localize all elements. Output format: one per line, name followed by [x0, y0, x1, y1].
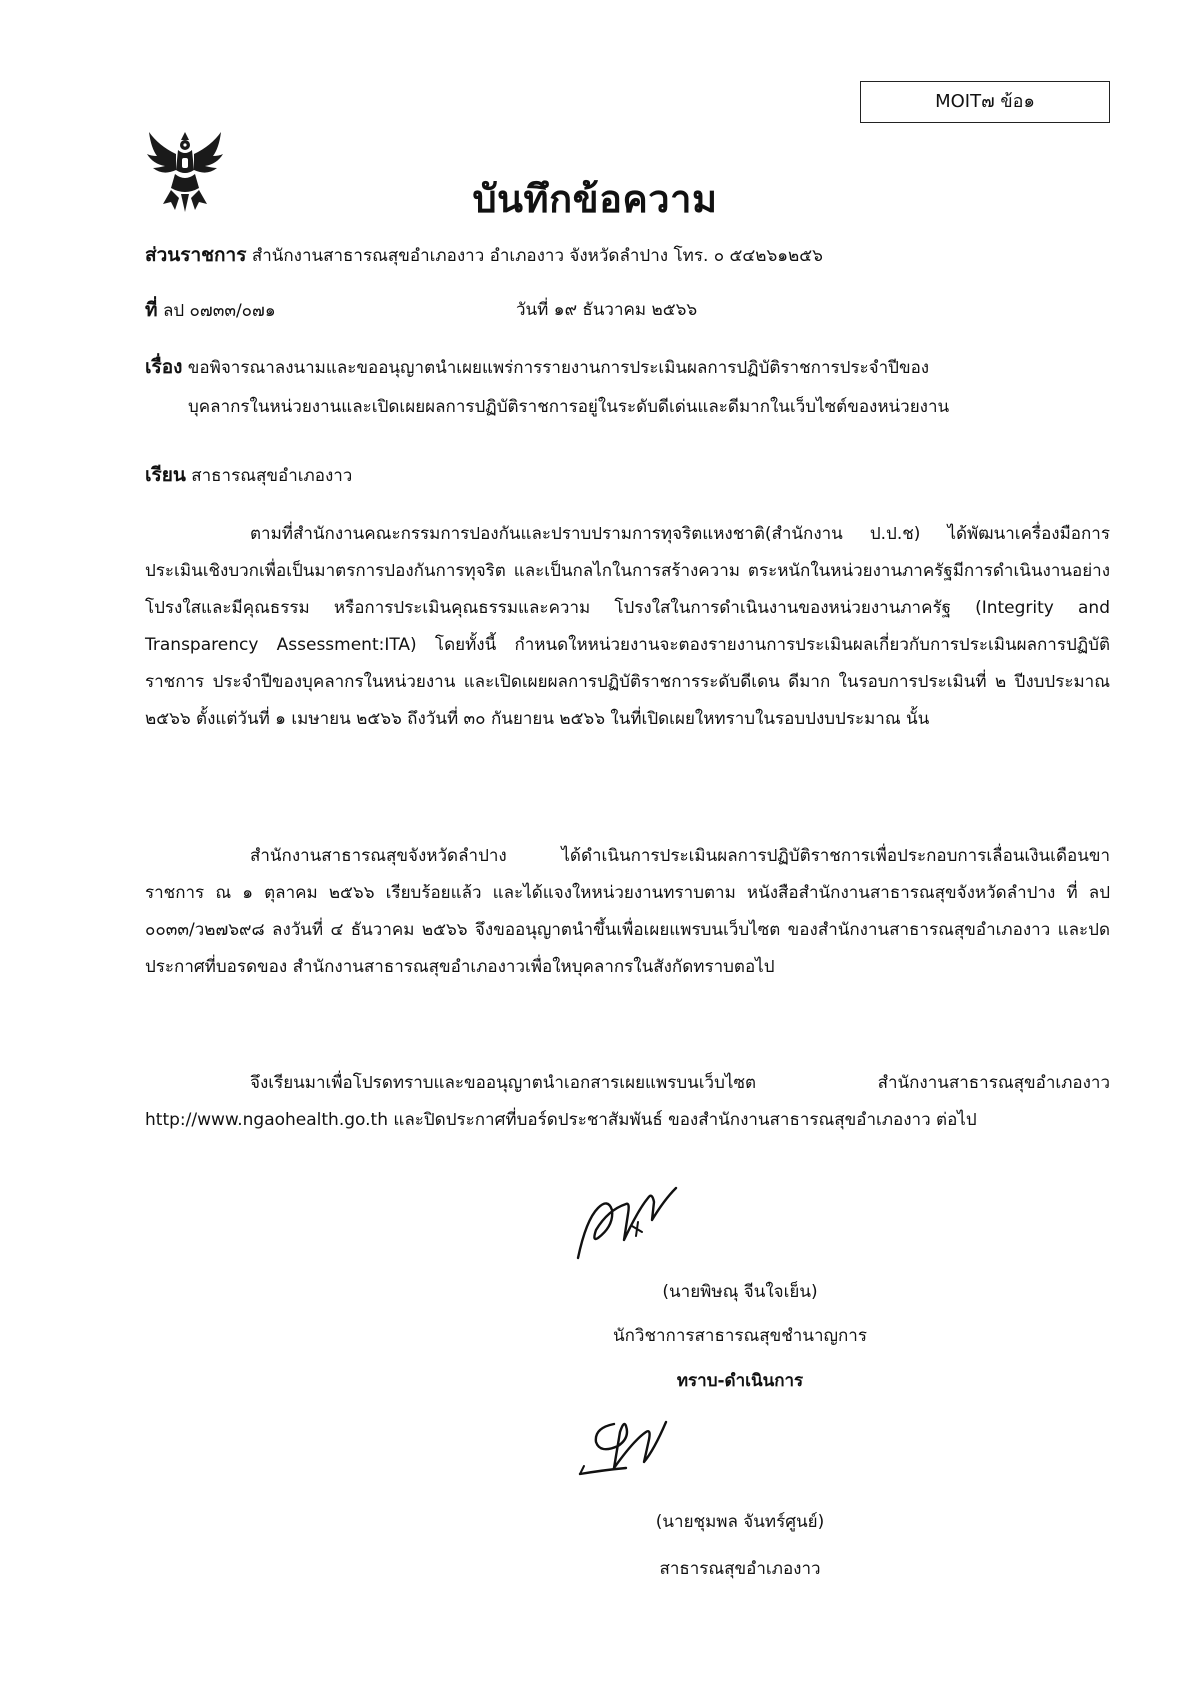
signatory-2-position: สาธารณสุขอำเภองาว	[659, 1559, 821, 1579]
addressee-label: เรียน	[145, 464, 186, 486]
body-paragraph-3: จึงเรียนมาเพื่อโปรดทราบและขออนุญาตนำเอกสารเผยแพรบนเว็บไซต สำนักงานสาธารณสุขอำเภองาว http://www.ngaohealth.go.th และปิดประกาศที่บอร์ดประชาสัมพันธ์ ของสำนักงานสาธารณสุขอำเภองาว ต่อไป	[145, 1073, 1110, 1130]
department-value: สำนักงานสาธารณสุขอำเภองาว อำเภองาว จังหวัดลำปาง โทร. ๐ ๕๔๒๖๑๒๕๖	[251, 246, 823, 266]
reference-value: ลป ๐๗๓๓/๐๗๑	[162, 301, 276, 321]
document-title: บันทึกข้อความ	[472, 177, 718, 221]
signature-1-icon	[568, 1180, 688, 1265]
approval-note: ทราบ-ดำเนินการ	[676, 1371, 804, 1391]
subject-label: เรื่อง	[145, 356, 183, 378]
department-label: ส่วนราชการ	[145, 244, 247, 266]
reference-label: ที่	[145, 299, 158, 321]
form-code-box	[860, 81, 1110, 123]
signatory-2-name: (นายชุมพล จันทร์ศูนย์)	[655, 1512, 825, 1532]
subject-text-1: ขอพิจารณาลงนามและขออนุญาตนำเผยแพร่การรายงานการประเมินผลการปฏิบัติราชการประจำปีของ	[187, 358, 930, 378]
form-code: MOIT๗ ข้อ๑	[935, 91, 1035, 112]
reference-line	[145, 295, 276, 326]
body-paragraph-1: ตามที่สำนักงานคณะกรรมการปองกันและปราบปรามการทุจริตแหงชาติ(สำนักงาน ป.ป.ช) ได้พัฒนาเครื่องมือการประเมินเชิงบวกเพื่อเป็นมาตรการปองกันการทุจริต และเป็นกลไกในการสร้างความ ตระหนักในหน่วยงานภาครัฐมีการดำเนินงานอย่างโปรงใสและมีคุณธรรม หรือการประเมินคุณธรรมและความ โปรงใสในการดำเนินงานของหน่วยงานภาครัฐ (Integrity and Transparency Assessment:ITA) โดยทั้งนี้ กำหนดใหหน่วยงานจะตองรายงานการประเมินผลเกี่ยวกับการประเมินผลการปฏิบัติราชการ ประจำปีของบุคลากรในหน่วยงาน และเปิดเผยผลการปฏิบัติราชการระดับดีเดน ดีมาก ในรอบการประเมินที่ ๒ ปีงบประมาณ ๒๕๖๖ ตั้งแต่วันที่ ๑ เมษายน ๒๕๖๖ ถึงวันที่ ๓๐ กันยายน ๒๕๖๖ ในที่เปิดเผยใหทราบในรอบปงบประมาณ นั้น	[145, 524, 1110, 729]
subject-text-2: บุคลากรในหน่วยงานและเปิดเผยผลการปฏิบัติราชการอยู่ในระดับดีเด่นและดีมากในเว็บไซต์ของหน่วยงาน	[188, 397, 950, 417]
addressee-line	[145, 460, 352, 491]
subject-line-1	[145, 352, 929, 383]
date-value: วันที่ ๑๙ ธันวาคม ๒๕๖๖	[516, 300, 698, 320]
department-line	[145, 240, 823, 271]
body-paragraph-2: สำนักงานสาธารณสุขจังหวัดลำปาง ได้ดำเนินการประเมินผลการปฏิบัติราชการเพื่อประกอบการเลื่อนเงินเดือนขาราชการ ณ ๑ ตุลาคม ๒๕๖๖ เรียบร้อยแล้ว และได้แจงใหหน่วยงานทราบตาม หนังสือสำนักงานสาธารณสุขจังหวัดลำปาง ที่ ลป ๐๐๓๓/ว๒๗๖๙๘ ลงวันที่ ๔ ธันวาคม ๒๕๖๖ จึงขออนุญาตนำขึ้นเพื่อเผยแพรบนเว็บไซต ของสำนักงานสาธารณสุขอำเภองาว และปดประกาศที่บอรดของ สำนักงานสาธารณสุขอำเภองาวเพื่อใหบุคลากรในสังกัดทราบตอไป	[145, 846, 1110, 977]
signatory-1-position: นักวิชาการสาธารณสุขชำนาญการ	[613, 1326, 867, 1346]
signatory-1-name: (นายพิษณุ จีนใจเย็น)	[662, 1282, 818, 1302]
addressee-value: สาธารณสุขอำเภองาว	[191, 466, 353, 486]
signature-2-icon	[574, 1410, 674, 1485]
